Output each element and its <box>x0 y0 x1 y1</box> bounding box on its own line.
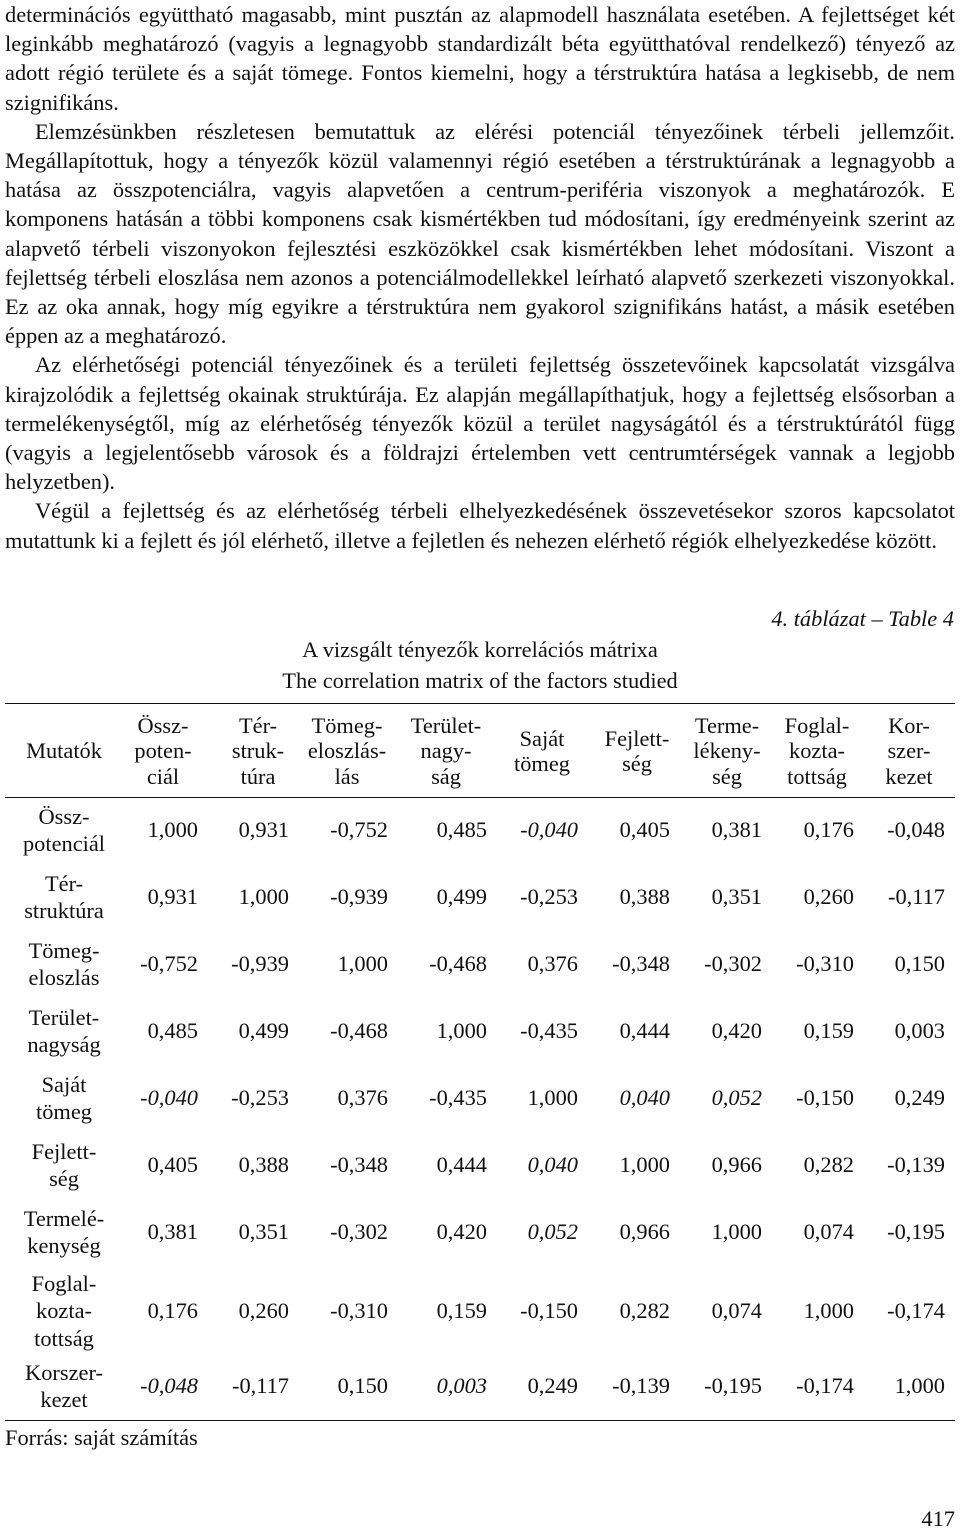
table-cell: 0,381 <box>711 817 762 842</box>
row-label: Saját tömeg <box>36 1071 92 1124</box>
table-cell: 0,351 <box>238 1219 289 1244</box>
table-cell: -0,348 <box>330 1152 388 1177</box>
table-cell: 0,074 <box>711 1298 762 1323</box>
table-cell: 0,376 <box>527 951 578 976</box>
table-row <box>5 1002 955 1060</box>
table-cell: 0,931 <box>147 884 198 909</box>
table-cell: 0,499 <box>436 884 487 909</box>
table-cell: 0,249 <box>527 1373 578 1398</box>
table-cell: 1,000 <box>238 884 289 909</box>
table-cell: 0,260 <box>238 1298 289 1323</box>
corner-header: Mutatók <box>26 738 102 764</box>
table-cell: 0,052 <box>711 1085 762 1110</box>
table-cell: 0,444 <box>436 1152 487 1177</box>
row-label: Korszer- kezet <box>25 1359 103 1412</box>
table-cell: -0,310 <box>796 951 854 976</box>
row-label: Össz- potenciál <box>22 803 106 856</box>
table-rule-header <box>5 797 955 798</box>
table-cell: 0,003 <box>436 1373 487 1398</box>
table-cell: 0,003 <box>894 1018 945 1043</box>
table-cell: 0,381 <box>147 1219 198 1244</box>
table-cell: 0,966 <box>711 1152 762 1177</box>
table-row <box>5 1069 955 1127</box>
table-title-en: The correlation matrix of the factors studied <box>282 668 678 693</box>
table-number-label <box>771 604 954 634</box>
table-cell: 0,074 <box>803 1219 854 1244</box>
table-cell: 0,282 <box>803 1152 854 1177</box>
column-header: Tér- struk- túra <box>231 712 285 789</box>
table-row <box>5 1358 955 1414</box>
table-cell: 0,176 <box>803 817 854 842</box>
table-cell: 0,176 <box>147 1298 198 1323</box>
column-header: Kor- szer- kezet <box>885 712 933 789</box>
table-cell: 0,150 <box>337 1373 388 1398</box>
table-cell: 0,150 <box>894 951 945 976</box>
table-cell: -0,117 <box>887 884 945 909</box>
table-cell: 0,499 <box>238 1018 289 1043</box>
table-cell: -0,139 <box>612 1373 670 1398</box>
table-cell: 1,000 <box>619 1152 670 1177</box>
table-cell: -0,302 <box>330 1219 388 1244</box>
column-header: Terület- nagy- ság <box>410 712 482 789</box>
table-cell: -0,195 <box>887 1219 945 1244</box>
row-label: Tér- struktúra <box>24 870 104 923</box>
table-cell: -0,117 <box>231 1373 289 1398</box>
table-row <box>5 935 955 993</box>
table-cell: -0,468 <box>429 951 487 976</box>
table-cell: -0,253 <box>231 1085 289 1110</box>
row-label: Tömeg- eloszlás <box>28 937 100 990</box>
table-cell: -0,468 <box>330 1018 388 1043</box>
paragraph: determinációs együttható magasabb, mint pusztán az alapmodell használata esetében. A fejlettséget két leginkább meghatározó (vagyis a legnagyobb standardizált béta együtthatóval rendelkező) tényező az adott régió területe és a saját tömege. Fontos kiemelni, hogy a térstruktúra hatása a legkisebb, de nem szignifikáns. <box>5 2 955 115</box>
table-cell: 0,040 <box>527 1152 578 1177</box>
table-cell: 1,000 <box>147 817 198 842</box>
table-cell: 1,000 <box>436 1018 487 1043</box>
table-cell: -0,040 <box>520 817 578 842</box>
table-cell: 0,405 <box>147 1152 198 1177</box>
table-cell: 1,000 <box>337 951 388 976</box>
table-cell: 0,159 <box>436 1298 487 1323</box>
table-cell: 0,052 <box>527 1219 578 1244</box>
table-source: Forrás: saját számítás <box>5 1425 198 1450</box>
table-cell: 0,388 <box>619 884 670 909</box>
table-cell: 0,351 <box>711 884 762 909</box>
table-cell: 0,966 <box>619 1219 670 1244</box>
column-header: Tömeg- eloszlás- lás <box>307 712 387 789</box>
table-cell: 1,000 <box>527 1085 578 1110</box>
column-header: Össz- poten- ciál <box>134 712 192 789</box>
table-cell: 0,931 <box>238 817 289 842</box>
column-header: Foglal- kozta- tottság <box>784 712 850 789</box>
table-cell: 1,000 <box>711 1219 762 1244</box>
table-cell: -0,435 <box>520 1018 578 1043</box>
table-cell: -0,302 <box>704 951 762 976</box>
table-cell: -0,310 <box>330 1298 388 1323</box>
table-cell: -0,253 <box>520 884 578 909</box>
body-text <box>5 0 955 555</box>
table-cell: 0,485 <box>147 1018 198 1043</box>
table-cell: -0,195 <box>704 1373 762 1398</box>
table-cell: 0,249 <box>894 1085 945 1110</box>
table-rule-top <box>5 703 955 704</box>
table-cell: 0,420 <box>436 1219 487 1244</box>
table-cell: 0,040 <box>619 1085 670 1110</box>
table-cell: 1,000 <box>894 1373 945 1398</box>
table-cell: -0,139 <box>887 1152 945 1177</box>
table-cell: -0,048 <box>140 1373 198 1398</box>
table-cell: -0,752 <box>330 817 388 842</box>
paragraph: Elemzésünkben részletesen bemutattuk az elérési potenciál tényezőinek térbeli jellemzőit. Megállapítottuk, hogy a tényezők közül valamennyi régió esetében a térstruktúrának a legnagyobb a hatása az összpotenciálra, vagyis alapvetően a centrum-periféria viszonyok a meghatározók. E komponens hatásán a többi komponens csak kismértékben tud módosítani, így eredményeink szerint az alapvető térbeli viszonyokon fejlesztési eszközökkel csak kismértékben lehet módosítani. Viszont a fejlettség térbeli eloszlása nem azonos a potenciálmodellekkel leírható alapvető szerkezeti viszonyokkal. Ez az oka annak, hogy míg egyikre a térstruktúra nem gyakorol szignifikáns hatást, a másik esetében éppen az a meghatározó. <box>5 118 955 349</box>
table-cell: -0,348 <box>612 951 670 976</box>
table-cell: 0,282 <box>619 1298 670 1323</box>
table-cell: -0,752 <box>140 951 198 976</box>
table-cell: -0,435 <box>429 1085 487 1110</box>
table-row <box>5 801 955 859</box>
table-cell: 0,444 <box>619 1018 670 1043</box>
column-header: Saját tömeg <box>514 725 570 776</box>
table-cell: -0,048 <box>887 817 945 842</box>
table-rule-bottom <box>5 1420 955 1421</box>
table-cell: -0,150 <box>796 1085 854 1110</box>
table-cell: 0,420 <box>711 1018 762 1043</box>
table-cell: -0,174 <box>796 1373 854 1398</box>
column-header: Fejlett- ség <box>604 725 670 776</box>
row-label: Fejlett- ség <box>31 1138 97 1191</box>
table-cell: 0,260 <box>803 884 854 909</box>
row-label: Termelé- kenység <box>23 1205 105 1258</box>
table-row <box>5 1268 955 1354</box>
row-label: Foglal- kozta- tottság <box>31 1270 97 1351</box>
table-row <box>5 868 955 926</box>
row-label: Terület- nagyság <box>27 1004 101 1057</box>
paragraph: Az elérhetőségi potenciál tényezőinek és a területi fejlettség összetevőinek kapcsolatát vizsgálva kirajzolódik a fejlettség okainak struktúrája. Ez alapján megállapíthatjuk, hogy a fejlettség elsősorban a termelékenységtől, míg az elérhetőség tényezők közül a terület nagyságától és a térstruktúrától függ (vagyis a legjelentősebb városok és a földrajzi értelemben vett centrumtérségek vannak a legjobb helyzetben). <box>5 352 955 495</box>
table-cell: 0,376 <box>337 1085 388 1110</box>
page-number: 417 <box>921 1506 955 1531</box>
table-row <box>5 1136 955 1194</box>
table-cell: 0,388 <box>238 1152 289 1177</box>
table-cell: -0,939 <box>330 884 388 909</box>
table-cell: -0,939 <box>231 951 289 976</box>
table-cell: -0,040 <box>140 1085 198 1110</box>
paragraph: Végül a fejlettség és az elérhetőség térbeli elhelyezkedésének összevetésekor szoros kapcsolatot mutattunk ki a fejlett és jól elérhető, illetve a fejletlen és nehezen elérhető régiók elhelyezkedése között. <box>5 498 955 553</box>
table-cell: 0,159 <box>803 1018 854 1043</box>
column-header: Terme- lékeny- ség <box>693 712 761 789</box>
table-cell: 0,485 <box>436 817 487 842</box>
table-row <box>5 1203 955 1261</box>
table-cell: 1,000 <box>803 1298 854 1323</box>
table-cell: -0,150 <box>520 1298 578 1323</box>
table-cell: 0,405 <box>619 817 670 842</box>
table-cell: -0,174 <box>887 1298 945 1323</box>
table-number-text: 4. táblázat – Table 4 <box>771 606 954 631</box>
table-title-hu: A vizsgált tényezők korrelációs mátrixa <box>302 637 658 662</box>
